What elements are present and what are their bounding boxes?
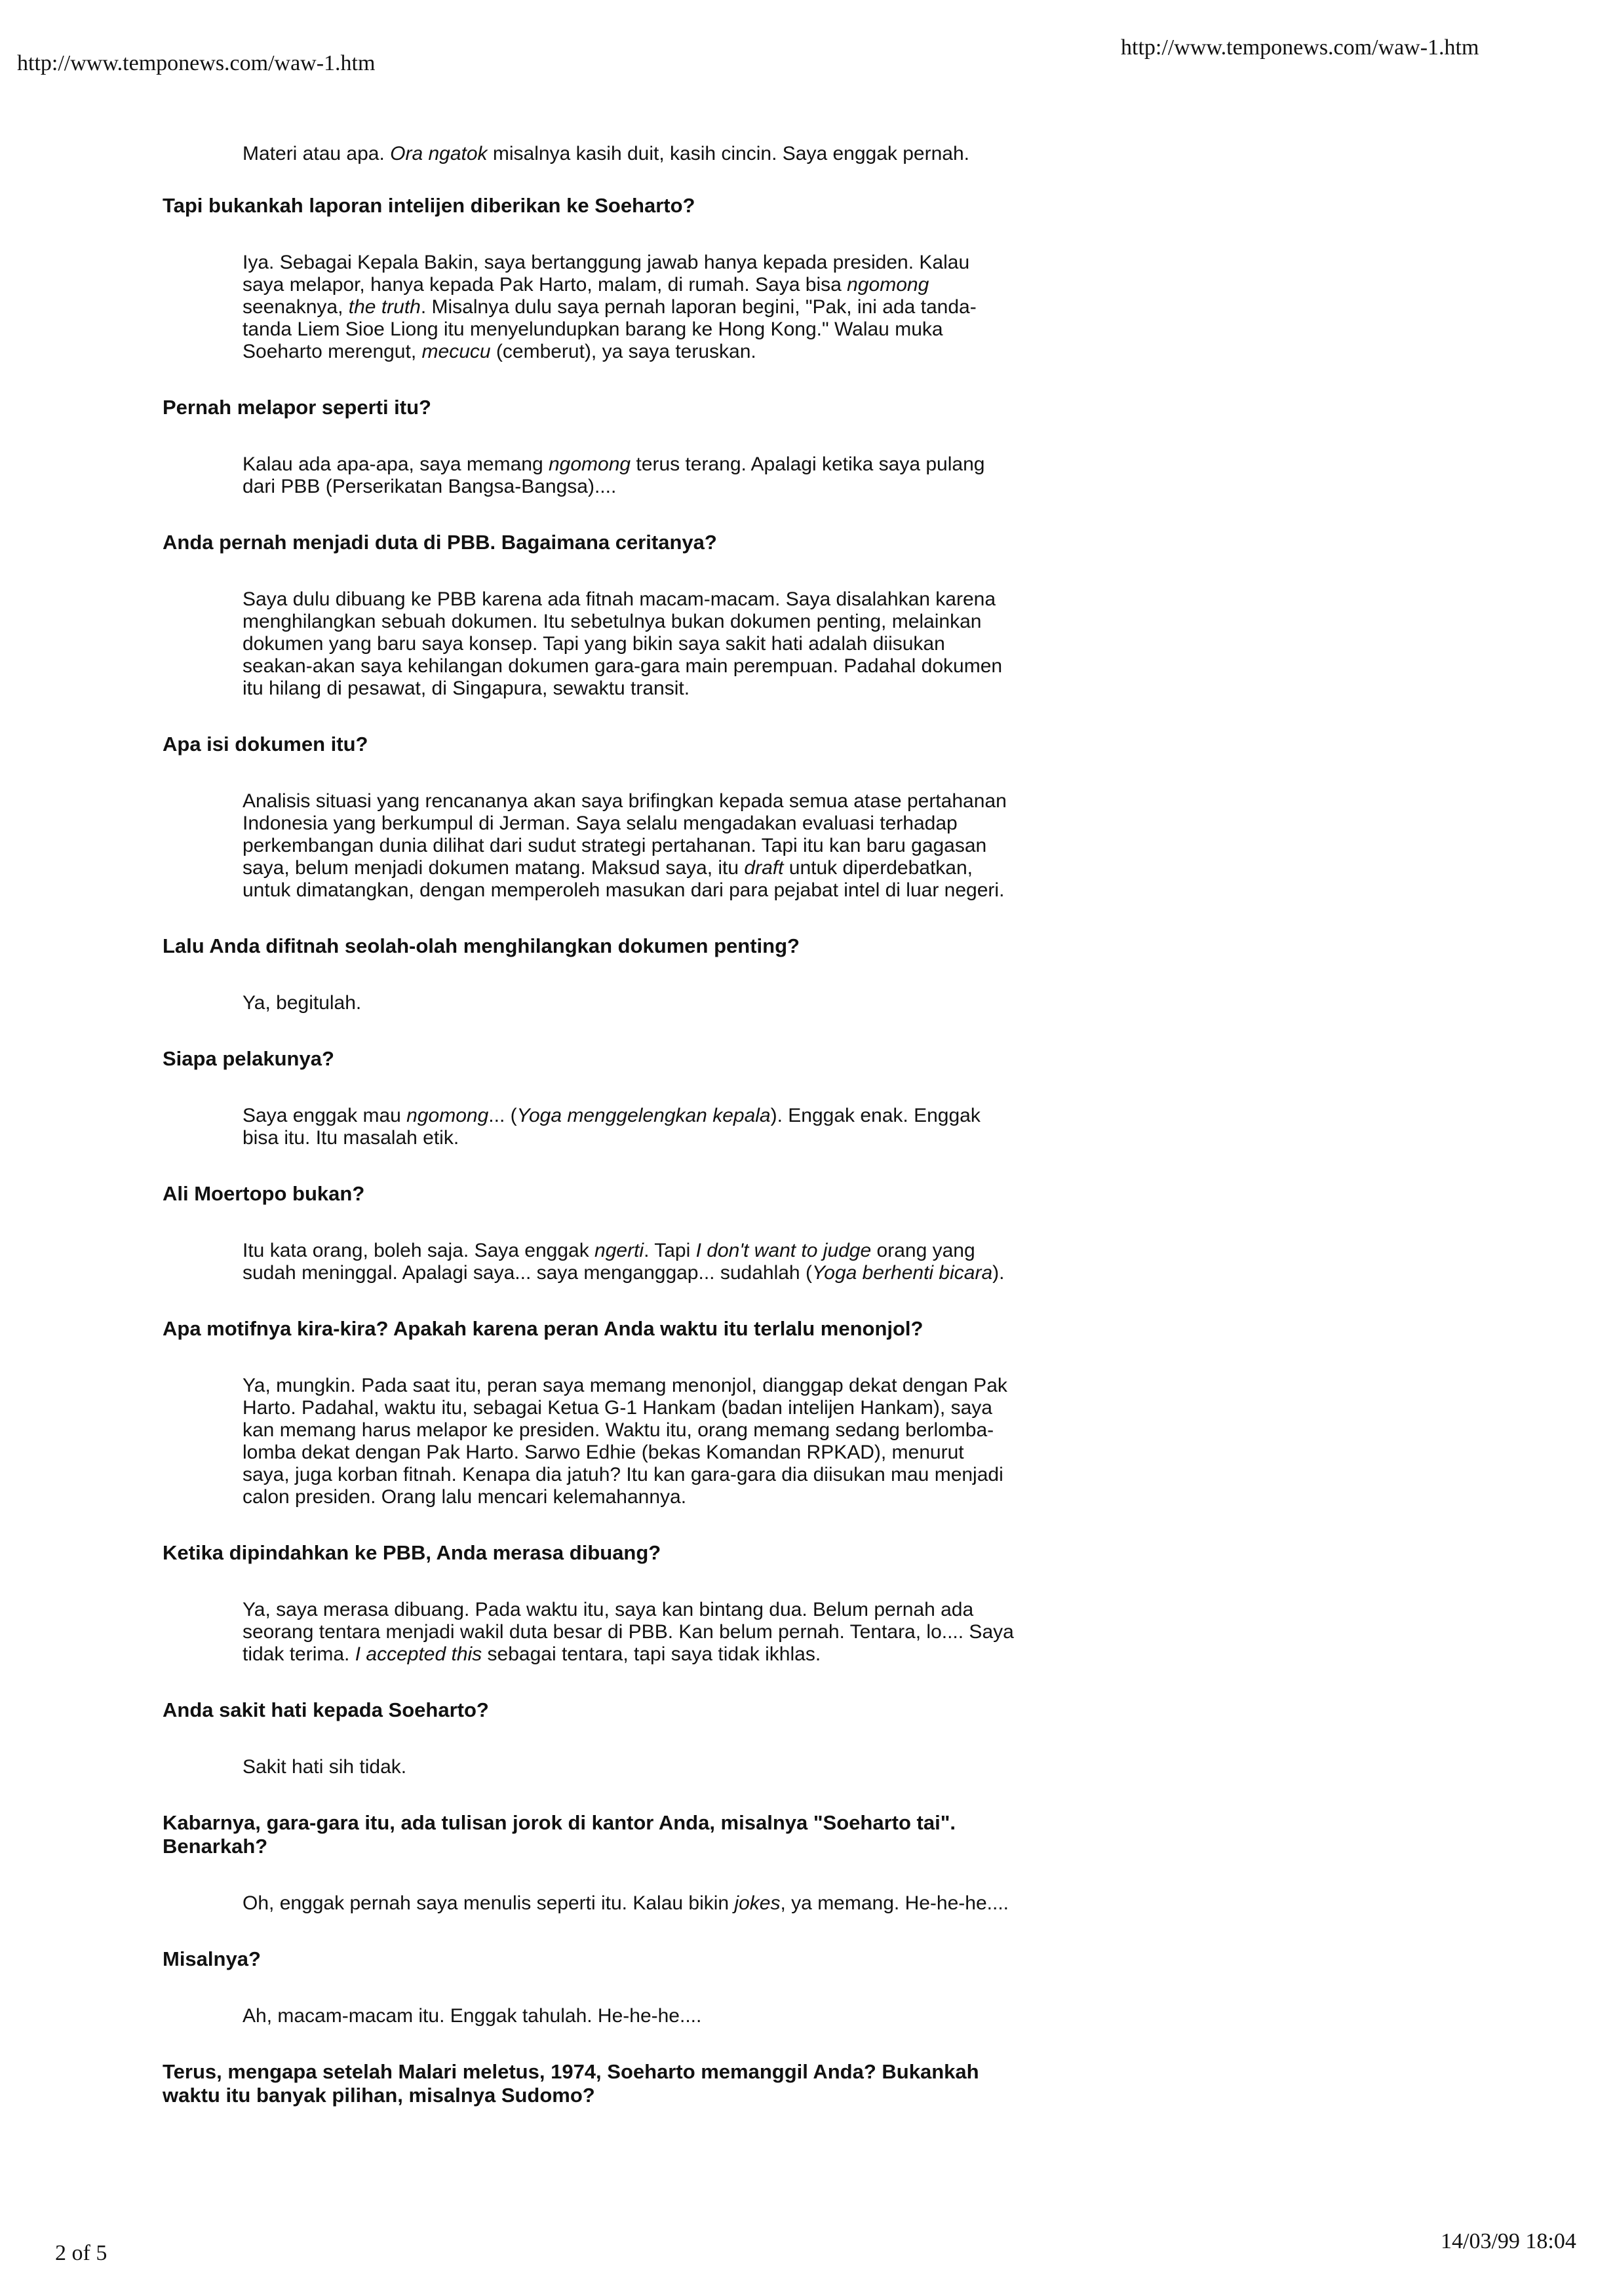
question-heading: Ketika dipindahkan ke PBB, Anda merasa dibuang?	[163, 1541, 661, 1564]
question-heading: Tapi bukankah laporan intelijen diberikan ke Soeharto?	[163, 194, 695, 217]
question-heading: Kabarnya, gara-gara itu, ada tulisan jorok di kantor Anda, misalnya "Soeharto tai". Benarkah?	[163, 1811, 956, 1858]
question-heading: Anda sakit hati kepada Soeharto?	[163, 1698, 489, 1721]
answer-paragraph: Iya. Sebagai Kepala Bakin, saya bertanggung jawab hanya kepada presiden. Kalau saya melapor, hanya kepada Pak Harto, malam, di rumah. Saya bisa ngomong seenaknya, the truth. Misalnya dulu saya pernah laporan begini, "Pak, ini ada tanda-tanda Liem Sioe Liong itu menyelundupkan barang ke Hong Kong." Walau muka Soeharto merengut, mecucu (cemberut), ya saya teruskan.	[243, 252, 977, 362]
header-url-right: http://www.temponews.com/waw-1.htm	[1121, 35, 1479, 60]
question-heading: Ali Moertopo bukan?	[163, 1182, 365, 1205]
answer-paragraph: Materi atau apa. Ora ngatok misalnya kasih duit, kasih cincin. Saya enggak pernah.	[243, 143, 969, 164]
answer-paragraph: Ah, macam-macam itu. Enggak tahulah. He-he-he....	[243, 2005, 702, 2027]
interview-body	[163, 143, 1015, 2141]
header-url-left: http://www.temponews.com/waw-1.htm	[17, 51, 376, 75]
answer-paragraph: Ya, mungkin. Pada saat itu, peran saya memang menonjol, dianggap dekat dengan Pak Harto. Padahal, waktu itu, sebagai Ketua G-1 Hankam (badan intelijen Hankam), saya kan memang harus melapor ke presiden. Waktu itu, orang memang sedang berlomba-lomba dekat dengan Pak Harto. Sarwo Edhie (bekas Komandan RPKAD), menurut saya, juga korban fitnah. Kenapa dia jatuh? Itu kan gara-gara dia diisukan mau menjadi calon presiden. Orang lalu mencari kelemahannya.	[243, 1375, 1007, 1508]
answer-paragraph: Ya, begitulah.	[243, 992, 362, 1014]
footer-page-number: 2 of 5	[55, 2241, 107, 2265]
answer-paragraph: Analisis situasi yang rencananya akan saya brifingkan kepada semua atase pertahanan Indonesia yang berkumpul di Jerman. Saya selalu mengadakan evaluasi terhadap perkembangan dunia dilihat dari sudut strategi pertahanan. Tapi itu kan baru gagasan saya, belum menjadi dokumen matang. Maksud saya, itu draft untuk diperdebatkan, untuk dimatangkan, dengan memperoleh masukan dari para pejabat intel di luar negeri.	[243, 790, 1007, 901]
question-heading: Siapa pelakunya?	[163, 1047, 334, 1070]
footer-datetime: 14/03/99 18:04	[1441, 2229, 1576, 2253]
question-heading: Anda pernah menjadi duta di PBB. Bagaimana ceritanya?	[163, 531, 717, 554]
answer-paragraph: Sakit hati sih tidak.	[243, 1756, 407, 1778]
answer-paragraph: Saya enggak mau ngomong... (Yoga menggelengkan kepala). Enggak enak. Enggak bisa itu. Itu masalah etik.	[243, 1105, 981, 1149]
question-heading: Misalnya?	[163, 1947, 261, 1970]
question-heading: Apa motifnya kira-kira? Apakah karena peran Anda waktu itu terlalu menonjol?	[163, 1317, 924, 1340]
question-heading: Apa isi dokumen itu?	[163, 733, 368, 756]
question-heading: Lalu Anda difitnah seolah-olah menghilangkan dokumen penting?	[163, 934, 800, 957]
question-heading: Terus, mengapa setelah Malari meletus, 1974, Soeharto memanggil Anda? Bukankah waktu itu banyak pilihan, misalnya Sudomo?	[163, 2060, 979, 2107]
answer-paragraph: Ya, saya merasa dibuang. Pada waktu itu, saya kan bintang dua. Belum pernah ada seorang tentara menjadi wakil duta besar di PBB. Kan belum pernah. Tentara, lo.... Saya tidak terima. I accepted this sebagai tentara, tapi saya tidak ikhlas.	[243, 1599, 1014, 1665]
question-heading: Pernah melapor seperti itu?	[163, 396, 431, 419]
answer-paragraph: Kalau ada apa-apa, saya memang ngomong terus terang. Apalagi ketika saya pulang dari PBB (Perserikatan Bangsa-Bangsa)....	[243, 453, 985, 497]
answer-paragraph: Oh, enggak pernah saya menulis seperti itu. Kalau bikin jokes, ya memang. He-he-he....	[243, 1892, 1009, 1914]
answer-paragraph: Itu kata orang, boleh saja. Saya enggak ngerti. Tapi I don't want to judge orang yang sudah meninggal. Apalagi saya... saya menganggap... sudahlah (Yoga berhenti bicara).	[243, 1240, 1005, 1284]
answer-paragraph: Saya dulu dibuang ke PBB karena ada fitnah macam-macam. Saya disalahkan karena menghilangkan sebuah dokumen. Itu sebetulnya bukan dokumen penting, melainkan dokumen yang baru saya konsep. Tapi yang bikin saya sakit hati adalah diisukan seakan-akan saya kehilangan dokumen gara-gara main perempuan. Padahal dokumen itu hilang di pesawat, di Singapura, sewaktu transit.	[243, 588, 1003, 699]
